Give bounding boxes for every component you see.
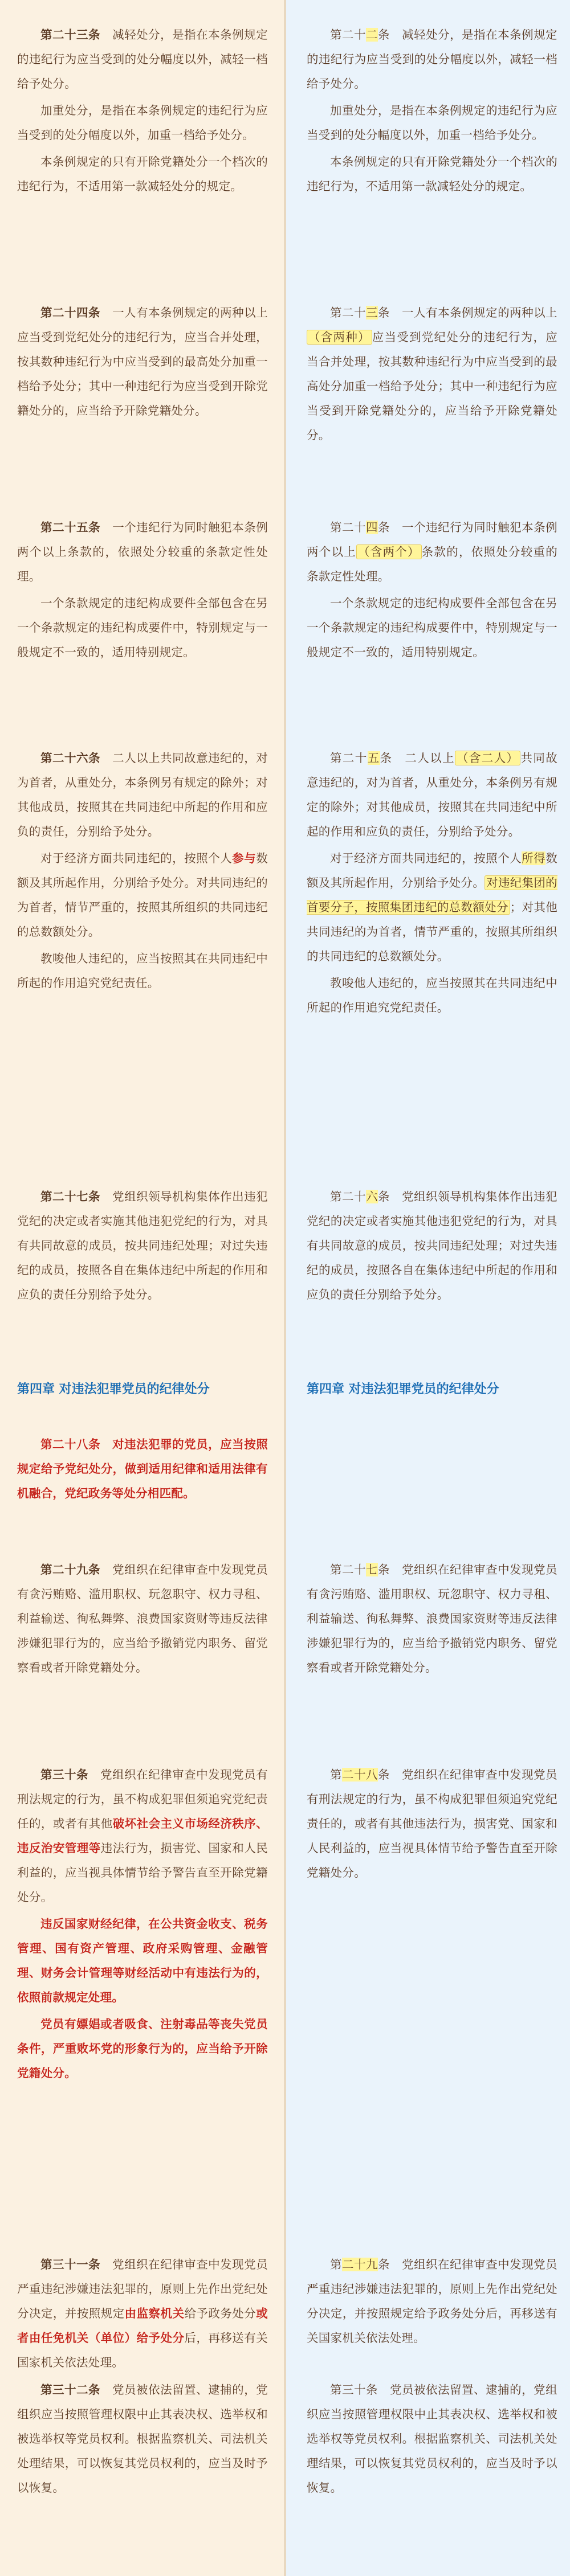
added-paragraph: 违反国家财经纪律，在公共资金收支、税务管理、国有资产管理、政府采购管理、金融管理、财务会计管理等财经活动中有违法行为的，依照前款规定处理。 — [17, 1917, 268, 2004]
paragraph: 一个违纪行为同时触犯本条例两个以上条款的，依照处分较重的条款定性处理。 — [17, 521, 268, 583]
left-article-27 — [17, 1185, 268, 1309]
article-number: 第三十一条 — [40, 2258, 101, 2271]
paragraph: 加重处分，是指在本条例规定的违纪行为应当受到的处分幅度以外，加重一档给予处分。 — [17, 104, 268, 142]
added-text: 或者由任免机关（单位）给予处分 — [17, 2307, 268, 2345]
text-run: 第二十 — [330, 521, 367, 534]
article-number: 第二十八条 — [40, 1438, 101, 1451]
paragraph: 党组织在纪律审查中发现党员严重违纪涉嫌违法犯罪的，原则上先作出党纪处分决定，并按照规定给予政务处分后，再移送有关国家机关依法处理。 — [307, 2258, 557, 2345]
paragraph: 减轻处分，是指在本条例规定的违纪行为应当受到的处分幅度以外，减轻一档给予处分。 — [307, 28, 557, 91]
right-article-26 — [307, 1185, 557, 1309]
right-chapter-4-heading: 第四章 对违法犯罪党员的纪律处分 — [307, 1382, 499, 1396]
article-number: 第三十二条 — [40, 2383, 101, 2397]
text-run: 条 — [378, 1190, 390, 1203]
paragraph: 党员被依法留置、逮捕的，党组织应当按照管理权限中止其表决权、选举权和被选举权等党员权利。根据监察机关、司法机关处理结果，可以恢复其党员权利的，应当及时予以恢复。 — [307, 2383, 557, 2495]
left-article-32 — [17, 2378, 268, 2503]
paragraph: 本条例规定的只有开除党籍处分一个档次的违纪行为，不适用第一款减轻处分的规定。 — [17, 155, 268, 193]
text-run: 对于经济方面共同违纪的，按照个人 — [40, 851, 233, 865]
right-article-29 — [307, 2253, 557, 2353]
paragraph: 一个条款规定的违纪构成要件全部包含在另一个条款规定的违纪构成要件中，特别规定与一般规定不一致的，适用特别规定。 — [307, 596, 557, 659]
paragraph: 对违法犯罪的党员，应当按照规定给予党纪处分，做到适用纪律和适用法律有机融合，党纪政务等处分相匹配。 — [17, 1438, 268, 1500]
paragraph: 加重处分，是指在本条例规定的违纪行为应当受到的处分幅度以外，加重一档给予处分。 — [307, 104, 557, 142]
article-number: 第二十三条 — [40, 28, 101, 42]
changed-text: 对违纪集团的首要分子，按照集团违纪的总数额处分 — [307, 876, 557, 914]
right-article-27 — [307, 1558, 557, 1682]
text-run: 条 — [378, 1768, 390, 1782]
article-number: 第三十条 — [40, 1768, 89, 1782]
right-article-25 — [307, 746, 557, 1022]
left-article-24 — [17, 301, 268, 425]
text-run: 二人以上 — [405, 751, 455, 765]
paragraph: 二人以上共同故意违纪的，对为首者，从重处分，本条例另有规定的除外；对其他成员，按照其在共同违纪中所起的作用和应负的责任，分别给予处分。 — [17, 751, 268, 838]
paragraph: 一人有本条例规定的两种以上应当受到党纪处分的违纪行为，应当合并处理，按其数种违纪行为中应当受到的最高处分加重一档给予处分；其中一种违纪行为应当受到开除党籍处分的，应当给予开除党籍处分。 — [17, 306, 268, 417]
text-run: 应当受到党纪处分的违纪行为，应当合并处理，按其数种违纪行为中应当受到的最高处分加重一档给予处分；其中一种违纪行为应当受到开除党籍处分的，应当给予开除党籍处分。 — [307, 330, 558, 442]
paragraph: 教唆他人违纪的，应当按照其在共同违纪中所起的作用追究党纪责任。 — [307, 976, 557, 1014]
article-number — [330, 521, 390, 534]
paragraph: 教唆他人违纪的，应当按照其在共同违纪中所起的作用追究党纪责任。 — [17, 952, 268, 990]
changed-text: 所得 — [522, 851, 546, 865]
left-article-31 — [17, 2253, 268, 2377]
left-article-28 — [17, 1432, 268, 1508]
changed-text: 二 — [366, 28, 378, 42]
article-number — [330, 2258, 390, 2271]
paragraph: 一个条款规定的违纪构成要件全部包含在另一个条款规定的违纪构成要件中，特别规定与一般规定不一致的，适用特别规定。 — [17, 596, 268, 659]
left-article-29 — [17, 1558, 268, 1682]
left-article-23 — [17, 23, 268, 201]
changed-text: 五 — [367, 751, 380, 765]
right-column-old-text — [286, 0, 570, 2576]
paragraph: 本条例规定的只有开除党籍处分一个档次的违纪行为，不适用第一款减轻处分的规定。 — [307, 155, 557, 193]
text-run: ；对其他共同违纪的为首者，情节严重的，按照其所组织的共同违纪的总数额处分。 — [307, 900, 557, 963]
left-article-25 — [17, 515, 268, 667]
text-run: 第 — [330, 1768, 343, 1782]
text-run: 第二十 — [330, 306, 367, 320]
article-number — [330, 751, 393, 765]
article-number — [330, 306, 390, 320]
paragraph: 党员被依法留置、逮捕的，党组织应当按照管理权限中止其表决权、选举权和被选举权等党员权利。根据监察机关、司法机关处理结果，可以恢复其党员权利的，应当及时予以恢复。 — [17, 2383, 268, 2495]
text-run: 第二十 — [330, 28, 367, 42]
paragraph: 党组织领导机构集体作出违犯党纪的决定或者实施其他违犯党纪的行为，对具有共同故意的成员，按共同违纪处理；对过失违纪的成员，按照各自在集体违纪中所起的作用和应负的责任分别给予处分。 — [17, 1190, 268, 1301]
changed-text: 四 — [366, 521, 378, 534]
article-number: 第二十五条 — [40, 521, 101, 534]
text-run: 第二十 — [330, 1563, 367, 1576]
text-run: 数额及其所起作用，分别给予处分。对共同违纪的为首者，情节严重的，按照其所组织的共同违纪的总数额处分。 — [17, 851, 268, 939]
text-run: 对于经济方面共同违纪的，按照个人 — [330, 851, 522, 865]
article-number — [330, 1190, 390, 1203]
changed-text: （含二人） — [455, 751, 520, 765]
text-run: 条 — [378, 306, 390, 320]
text-run: 条 — [378, 1563, 390, 1576]
text-run: 后，再移送有关国家机关依法处理。 — [17, 2331, 268, 2369]
text-run: 条 — [378, 28, 390, 42]
text-run: 条款的，依照处分较重的条款定性处理。 — [307, 545, 557, 583]
added-text: 参与 — [232, 851, 256, 865]
paragraph: 党组织在纪律审查中发现党员有贪污贿赂、滥用职权、玩忽职守、权力寻租、利益输送、徇私舞弊、浪费国家资财等违反法律涉嫌犯罪行为的，应当给予撤销党内职务、留党察看或者开除党籍处分。 — [307, 1563, 557, 1674]
text-run: 条 — [378, 2258, 390, 2271]
right-article-23 — [307, 301, 557, 450]
right-article-24 — [307, 515, 557, 667]
text-run: 条 — [378, 521, 390, 534]
article-number: 第二十四条 — [40, 306, 101, 320]
changed-text: 七 — [366, 1563, 378, 1576]
text-run: 一个违纪行为同时触犯本条例两个以上 — [307, 521, 557, 559]
changed-text: 三 — [366, 306, 378, 320]
text-run: 一人有本条例规定的两种以上 — [402, 306, 557, 320]
article-number — [330, 1563, 390, 1576]
paragraph: 党组织在纪律审查中发现党员有刑法规定的行为，虽不构成犯罪但须追究党纪责任的，或者有其他违法行为，损害党、国家和人民利益的，应当视具体情节给予警告直至开除党籍处分。 — [307, 1768, 557, 1879]
changed-text: （含两种） — [307, 330, 372, 345]
right-article-30 — [307, 2378, 557, 2503]
left-article-30 — [17, 1763, 268, 2088]
paragraph: 党组织在纪律审查中发现党员有贪污贿赂、滥用职权、玩忽职守、权力寻租、利益输送、徇私舞弊、浪费国家资财等违反法律涉嫌犯罪行为的，应当给予撤销党内职务、留党察看或者开除党籍处分。 — [17, 1563, 268, 1674]
text-run: 党组织在纪律审查中发现党员有刑法规定的行为，虽不构成犯罪但须追究党纪责任的，或者有其他 — [17, 1768, 268, 1830]
article-number — [330, 1768, 390, 1782]
added-paragraph: 党员有嫖娼或者吸食、注射毒品等丧失党员条件，严重败坏党的形象行为的，应当给予开除党籍处分。 — [17, 2017, 268, 2080]
article-number — [330, 28, 390, 42]
right-article-28 — [307, 1763, 557, 1887]
added-text: 由监察机关 — [124, 2307, 185, 2320]
article-number: 第三十条 — [330, 2383, 378, 2397]
text-run: 第二十 — [330, 1190, 367, 1203]
text-run: 违法行为，损害党、国家和人民利益的，应当视具体情节给予警告直至开除党籍处分。 — [17, 1841, 268, 1904]
changed-text: 二十八 — [342, 1768, 378, 1782]
changed-text: （含两个） — [356, 544, 422, 559]
text-run: 数额及其所起作用，分别给予处分。 — [307, 851, 557, 890]
left-chapter-4-heading: 第四章 对违法犯罪党员的纪律处分 — [17, 1382, 210, 1396]
changed-text: 六 — [366, 1190, 378, 1203]
added-text: 破坏社会主义市场经济秩序、违反治安管理等 — [17, 1817, 268, 1855]
paragraph: 减轻处分，是指在本条例规定的违纪行为应当受到的处分幅度以外，减轻一档给予处分。 — [17, 28, 268, 91]
text-run: 第二十 — [330, 751, 368, 765]
left-article-26 — [17, 746, 268, 998]
text-run: 条 — [380, 751, 393, 765]
article-number: 第二十七条 — [40, 1190, 101, 1203]
paragraph: 党组织领导机构集体作出违犯党纪的决定或者实施其他违犯党纪的行为，对具有共同故意的成员，按共同违纪处理；对过失违纪的成员，按照各自在集体违纪中所起的作用和应负的责任分别给予处分。 — [307, 1190, 557, 1301]
article-number: 第二十六条 — [40, 751, 101, 765]
text-run: 给予政务处分 — [184, 2307, 256, 2320]
changed-text: 二十九 — [342, 2258, 378, 2271]
text-run: 党组织在纪律审查中发现党员严重违纪涉嫌违法犯罪的，原则上先作出党纪处分决定，并按照规定 — [17, 2258, 268, 2320]
text-run: 第 — [330, 2258, 343, 2271]
text-run: 共同故意违纪的，对为首者，从重处分，本条例另有规定的除外；对其他成员，按照其在共同违纪中所起的作用和应负的责任，分别给予处分。 — [307, 751, 558, 838]
right-article-22 — [307, 23, 557, 201]
article-number: 第二十九条 — [40, 1563, 101, 1576]
left-column-new-text — [0, 0, 284, 2576]
